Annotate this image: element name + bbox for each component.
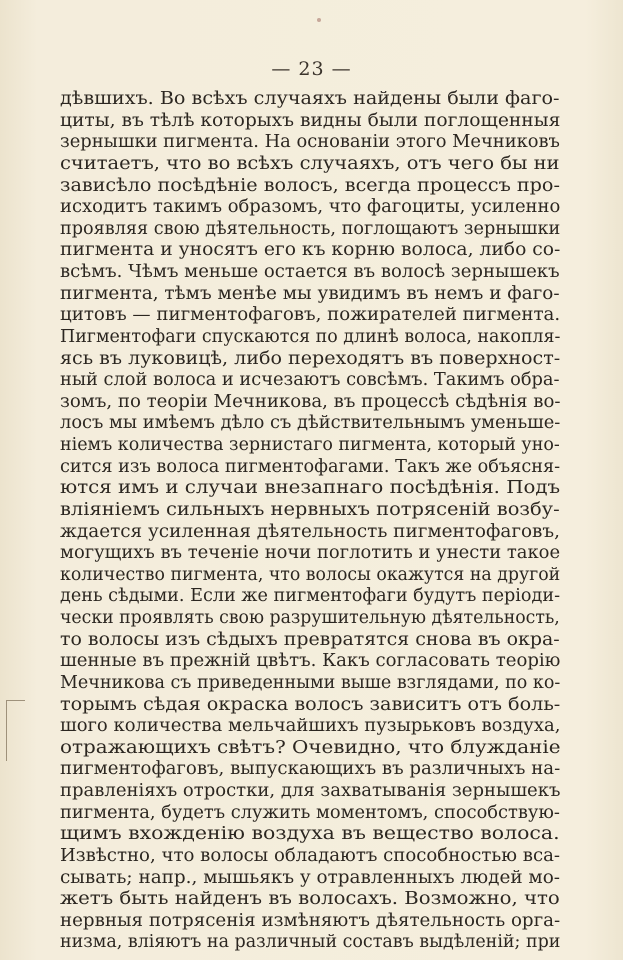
text-line: шого количества мельчайшихъ пузырьковъ воздуха, <box>60 716 561 737</box>
text-line: правленіяхъ отростки, для захватыванія зернышекъ <box>60 781 561 801</box>
text-line: исходитъ такимъ образомъ, что фагоциты, усиленно <box>60 197 561 218</box>
text-line: зомъ, по теоріи Мечникова, въ процессѣ сѣдѣнія во- <box>60 391 561 412</box>
text-line: щимъ вхожденію воздуха въ вещество волоса. <box>60 824 560 845</box>
text-line: вліяніемъ сильныхъ нервныхъ потрясеній возбу- <box>60 499 560 520</box>
text-line: Извѣстно, что волосы обладаютъ способностью вса- <box>60 845 561 866</box>
text-line: пигмента, будетъ служить моментомъ, способствую- <box>60 802 560 823</box>
text-line: циты, въ тѣлѣ которыхъ видны были поглощенныя <box>60 110 561 131</box>
margin-mark <box>6 700 25 761</box>
text-line: сывать; напр., мышьякъ у отравленныхъ людей мо- <box>60 867 561 888</box>
text-line: могущихъ въ теченіе ночи поглотить и унести такое <box>60 543 561 564</box>
text-line: цитовъ — пигментофаговъ, пожирателей пигмента. <box>60 305 561 326</box>
text-line: лосъ мы имѣемъ дѣло съ дѣйствительнымъ уменьше- <box>60 413 561 434</box>
text-line: считаетъ, что во всѣхъ случаяхъ, отъ чего бы ни <box>60 153 560 174</box>
text-line: ются имъ и случаи внезапнаго посѣдѣнія. Подъ <box>60 478 561 499</box>
text-line: всѣмъ. Чѣмъ меньше остается въ волосѣ зернышекъ <box>60 262 560 282</box>
text-line: ясь въ луковицѣ, либо переходятъ въ поверхност- <box>60 348 561 369</box>
text-line: отражающихъ свѣтъ? Очевидно, что блужданіе <box>60 737 561 758</box>
text-line: Мечникова съ приведенными выше взглядами, по ко- <box>60 672 561 693</box>
text-line: день сѣдыми. Если же пигментофаги будутъ періоди- <box>60 586 561 607</box>
text-line: пигментофаговъ, выпускающихъ въ различныхъ на- <box>60 759 561 780</box>
text-line: ніемъ количества зернистаго пигмента, который уно- <box>60 435 560 455</box>
page-number: — 23 — <box>271 58 352 80</box>
text-line: Пигментофаги спускаются по длинѣ волоса, накопля- <box>60 326 561 347</box>
body-text <box>60 89 560 954</box>
text-line: количество пигмента, что волосы окажутся на другой <box>60 564 561 585</box>
text-line: нервныя потрясенія измѣняютъ дѣятельность орга- <box>60 910 561 931</box>
text-line: сится изъ волоса пигментофагами. Такъ же объясня- <box>60 456 561 477</box>
text-line: зернышки пигмента. На основаніи этого Мечниковъ <box>60 132 560 153</box>
text-line: ный слой волоса и исчезаютъ совсѣмъ. Такимъ обра- <box>60 370 560 391</box>
text-line: жетъ быть найденъ въ волосахъ. Возможно, что <box>60 889 560 910</box>
text-line: то волосы изъ сѣдыхъ превратятся снова въ окра- <box>60 629 560 650</box>
text-line: низма, вліяютъ на различный составъ выдѣленій; при <box>60 932 561 953</box>
text-line: чески проявлять свою разрушительную дѣятельность, <box>60 608 560 628</box>
paper-speck <box>317 18 321 22</box>
text-line: зависѣло посѣдѣніе волосъ, всегда процессъ про- <box>60 175 560 196</box>
text-line: шенные въ прежній цвѣтъ. Какъ согласовать теорію <box>60 651 561 672</box>
text-line: пигмента и уносятъ его къ корню волоса, либо со- <box>60 240 561 261</box>
text-line: пигмента, тѣмъ менѣе мы увидимъ въ немъ и фаго- <box>60 283 560 304</box>
text-line: проявляя свою дѣятельность, поглощаютъ зернышки <box>60 218 561 239</box>
text-line: дѣвшихъ. Во всѣхъ случаяхъ найдены были фаго- <box>60 89 560 109</box>
text-line: торымъ сѣдая окраска волосъ зависитъ отъ боль- <box>60 694 561 715</box>
text-line: ждается усиленная дѣятельность пигментофаговъ, <box>60 521 560 542</box>
